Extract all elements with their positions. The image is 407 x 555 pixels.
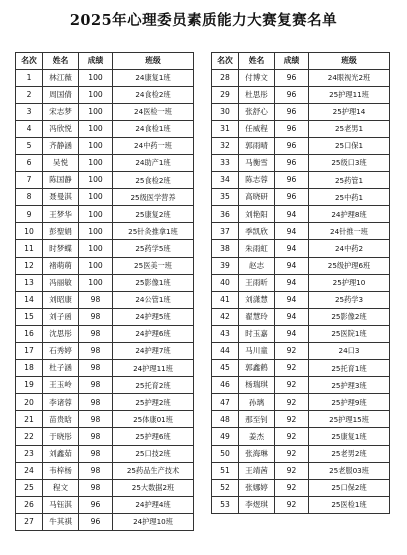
table-row	[212, 411, 390, 428]
name-cell: 牛其祺	[43, 513, 79, 530]
class-cell: 25护理10	[309, 274, 390, 291]
score-cell: 94	[275, 274, 309, 291]
rank-cell: 14	[16, 291, 43, 308]
table-row	[212, 360, 390, 377]
score-cell: 92	[275, 462, 309, 479]
table-row	[16, 308, 194, 325]
table-row	[212, 462, 390, 479]
name-cell: 杨瑞琪	[239, 377, 275, 394]
name-cell: 时梦蝶	[43, 240, 79, 257]
class-cell: 25大数据2班	[113, 479, 194, 496]
name-cell: 聂曼淇	[43, 189, 79, 206]
name-cell: 沈思彤	[43, 325, 79, 342]
rank-cell: 6	[16, 154, 43, 171]
roster-body-right	[212, 69, 390, 513]
page-title: 2025年心理委员素质能力大赛复赛名单	[69, 12, 338, 29]
class-cell: 24护理4班	[113, 496, 194, 513]
class-cell: 25护理15班	[309, 411, 390, 428]
table-row	[212, 86, 390, 103]
rank-cell: 30	[212, 103, 239, 120]
rank-cell: 41	[212, 291, 239, 308]
table-row	[212, 291, 390, 308]
name-cell: 齐静涵	[43, 137, 79, 154]
name-cell: 石秀婷	[43, 343, 79, 360]
score-cell: 100	[79, 223, 113, 240]
class-cell: 24医检一班	[113, 103, 194, 120]
table-row	[16, 69, 194, 86]
table-row	[16, 103, 194, 120]
name-cell: 林江薇	[43, 69, 79, 86]
class-cell: 25护理9班	[309, 394, 390, 411]
class-cell: 24护理6班	[113, 325, 194, 342]
rank-cell: 24	[16, 462, 43, 479]
name-cell: 姜杰	[239, 428, 275, 445]
table-row	[16, 377, 194, 394]
score-cell: 100	[79, 206, 113, 223]
rank-cell: 11	[16, 240, 43, 257]
table-row	[16, 394, 194, 411]
rank-cell: 34	[212, 172, 239, 189]
score-cell: 92	[275, 360, 309, 377]
table-row	[212, 257, 390, 274]
score-cell: 100	[79, 189, 113, 206]
table-row	[16, 513, 194, 530]
name-cell: 马衡雪	[239, 154, 275, 171]
class-cell: 24护理8班	[309, 206, 390, 223]
score-cell: 92	[275, 479, 309, 496]
name-cell: 孙璃	[239, 394, 275, 411]
rank-cell: 19	[16, 377, 43, 394]
score-cell: 98	[79, 411, 113, 428]
score-cell: 98	[79, 428, 113, 445]
table-row	[212, 189, 390, 206]
name-cell: 冯丽敏	[43, 274, 79, 291]
name-cell: 韦梓杨	[43, 462, 79, 479]
class-cell: 25口保2班	[309, 479, 390, 496]
name-cell: 王梦华	[43, 206, 79, 223]
score-cell: 96	[79, 496, 113, 513]
class-cell: 24护理7班	[113, 343, 194, 360]
name-cell: 张海琳	[239, 445, 275, 462]
rank-cell: 42	[212, 308, 239, 325]
rank-cell: 15	[16, 308, 43, 325]
table-row	[212, 428, 390, 445]
name-cell: 王雨昕	[239, 274, 275, 291]
name-cell: 褚萌萌	[43, 257, 79, 274]
table-row	[212, 206, 390, 223]
class-cell: 24助产1班	[113, 154, 194, 171]
table-row	[212, 137, 390, 154]
rank-cell: 48	[212, 411, 239, 428]
table-row	[16, 240, 194, 257]
name-cell: 郭雨晴	[239, 137, 275, 154]
class-cell: 25护理6班	[113, 428, 194, 445]
name-cell: 李煜琪	[239, 496, 275, 513]
rank-cell: 21	[16, 411, 43, 428]
table-header-row	[16, 53, 194, 70]
name-cell: 任威程	[239, 120, 275, 137]
rank-cell: 16	[16, 325, 43, 342]
name-cell: 张娜婷	[239, 479, 275, 496]
score-cell: 92	[275, 343, 309, 360]
table-row	[212, 325, 390, 342]
score-cell: 96	[79, 513, 113, 530]
class-cell: 25食检2班	[113, 172, 194, 189]
name-cell: 苗贵晗	[43, 411, 79, 428]
table-row	[212, 274, 390, 291]
class-cell: 24中药一班	[113, 137, 194, 154]
table-row	[16, 445, 194, 462]
score-cell: 94	[275, 206, 309, 223]
table-row	[16, 120, 194, 137]
table-row	[212, 377, 390, 394]
class-cell: 24眼视光2班	[309, 69, 390, 86]
class-cell: 25康复1班	[309, 428, 390, 445]
score-cell: 96	[275, 103, 309, 120]
header-score: 成绩	[275, 53, 309, 70]
header-class: 班级	[309, 53, 390, 70]
score-cell: 98	[79, 325, 113, 342]
table-row	[16, 479, 194, 496]
table-row	[16, 206, 194, 223]
roster-table-left	[15, 52, 194, 531]
score-cell: 92	[275, 496, 309, 513]
score-cell: 98	[79, 343, 113, 360]
rank-cell: 31	[212, 120, 239, 137]
rank-cell: 7	[16, 172, 43, 189]
class-cell: 25托育1班	[309, 360, 390, 377]
table-row	[212, 496, 390, 513]
class-cell: 25医美一班	[113, 257, 194, 274]
table-header-row	[212, 53, 390, 70]
table-row	[16, 189, 194, 206]
class-cell: 25影像1班	[113, 274, 194, 291]
class-cell: 25药学5班	[113, 240, 194, 257]
name-cell: 赵志	[239, 257, 275, 274]
rank-cell: 9	[16, 206, 43, 223]
name-cell: 马钰淇	[43, 496, 79, 513]
score-cell: 98	[79, 394, 113, 411]
table-row	[212, 154, 390, 171]
roster-body-left	[16, 69, 194, 531]
name-cell: 刘昭康	[43, 291, 79, 308]
name-cell: 刘鑫茹	[43, 445, 79, 462]
name-cell: 彭聖娟	[43, 223, 79, 240]
score-cell: 96	[275, 137, 309, 154]
rank-cell: 1	[16, 69, 43, 86]
name-cell: 于晓彤	[43, 428, 79, 445]
name-cell: 王玉岭	[43, 377, 79, 394]
rank-cell: 27	[16, 513, 43, 530]
table-row	[16, 137, 194, 154]
rank-cell: 29	[212, 86, 239, 103]
header-rank: 名次	[212, 53, 239, 70]
table-row	[16, 343, 194, 360]
header-rank: 名次	[16, 53, 43, 70]
rank-cell: 10	[16, 223, 43, 240]
table-row	[212, 445, 390, 462]
name-cell: 周国倩	[43, 86, 79, 103]
rank-cell: 52	[212, 479, 239, 496]
rank-cell: 32	[212, 137, 239, 154]
rank-cell: 12	[16, 257, 43, 274]
table-row	[16, 462, 194, 479]
rank-cell: 50	[212, 445, 239, 462]
rank-cell: 33	[212, 154, 239, 171]
name-cell: 杜子涵	[43, 360, 79, 377]
class-cell: 25老服03班	[309, 462, 390, 479]
score-cell: 92	[275, 394, 309, 411]
name-cell: 陈国静	[43, 172, 79, 189]
class-cell: 24食检1班	[113, 120, 194, 137]
class-cell: 25口保1	[309, 137, 390, 154]
table-row	[212, 172, 390, 189]
class-cell: 25护理11班	[309, 86, 390, 103]
class-cell: 25老男1	[309, 120, 390, 137]
rank-cell: 8	[16, 189, 43, 206]
class-cell: 25医检1班	[309, 496, 390, 513]
name-cell: 王靖茜	[239, 462, 275, 479]
class-cell: 25药学3	[309, 291, 390, 308]
rank-cell: 47	[212, 394, 239, 411]
name-cell: 付博文	[239, 69, 275, 86]
table-row	[212, 120, 390, 137]
name-cell: 宋志梦	[43, 103, 79, 120]
score-cell: 98	[79, 445, 113, 462]
name-cell: 季凯欣	[239, 223, 275, 240]
roster-table-right	[211, 52, 390, 514]
rank-cell: 26	[16, 496, 43, 513]
rank-cell: 22	[16, 428, 43, 445]
class-cell: 25护理14	[309, 103, 390, 120]
rank-cell: 45	[212, 360, 239, 377]
table-row	[212, 343, 390, 360]
class-cell: 25托育2班	[113, 377, 194, 394]
table-row	[16, 154, 194, 171]
score-cell: 100	[79, 86, 113, 103]
name-cell: 刘子函	[43, 308, 79, 325]
rank-cell: 13	[16, 274, 43, 291]
rank-cell: 5	[16, 137, 43, 154]
name-cell: 郭鑫鹤	[239, 360, 275, 377]
table-row	[16, 172, 194, 189]
score-cell: 100	[79, 257, 113, 274]
rank-cell: 40	[212, 274, 239, 291]
score-cell: 96	[275, 172, 309, 189]
name-cell: 李诸蓉	[43, 394, 79, 411]
table-row	[212, 69, 390, 86]
score-cell: 100	[79, 69, 113, 86]
score-cell: 100	[79, 240, 113, 257]
name-cell: 马川童	[239, 343, 275, 360]
name-cell: 冯欣悦	[43, 120, 79, 137]
table-row	[212, 308, 390, 325]
name-cell: 翟慧玲	[239, 308, 275, 325]
class-cell: 25护理3班	[309, 377, 390, 394]
rank-cell: 17	[16, 343, 43, 360]
class-cell: 25医院1班	[309, 325, 390, 342]
score-cell: 98	[79, 308, 113, 325]
rank-cell: 3	[16, 103, 43, 120]
score-cell: 96	[275, 86, 309, 103]
score-cell: 96	[275, 120, 309, 137]
score-cell: 98	[79, 360, 113, 377]
name-cell: 吴悦	[43, 154, 79, 171]
score-cell: 92	[275, 428, 309, 445]
rank-cell: 39	[212, 257, 239, 274]
score-cell: 98	[79, 462, 113, 479]
score-cell: 92	[275, 377, 309, 394]
name-cell: 刘艳阳	[239, 206, 275, 223]
score-cell: 100	[79, 120, 113, 137]
table-row	[16, 428, 194, 445]
score-cell: 100	[79, 172, 113, 189]
score-cell: 94	[275, 257, 309, 274]
table-row	[16, 257, 194, 274]
rank-cell: 53	[212, 496, 239, 513]
class-cell: 25针灸推拿1班	[113, 223, 194, 240]
class-cell: 25口技2班	[113, 445, 194, 462]
table-row	[16, 86, 194, 103]
header-class: 班级	[113, 53, 194, 70]
class-cell: 25级医学营养	[113, 189, 194, 206]
score-cell: 100	[79, 103, 113, 120]
class-cell: 24护理10班	[113, 513, 194, 530]
name-cell: 张舒心	[239, 103, 275, 120]
rank-cell: 37	[212, 223, 239, 240]
class-cell: 25康复2班	[113, 206, 194, 223]
rank-cell: 38	[212, 240, 239, 257]
score-cell: 96	[275, 154, 309, 171]
score-cell: 100	[79, 154, 113, 171]
class-cell: 25影像2班	[309, 308, 390, 325]
score-cell: 98	[79, 291, 113, 308]
rank-cell: 43	[212, 325, 239, 342]
table-row	[212, 103, 390, 120]
score-cell: 96	[275, 69, 309, 86]
table-row	[212, 223, 390, 240]
class-cell: 25药管1	[309, 172, 390, 189]
rank-cell: 51	[212, 462, 239, 479]
header-name: 姓名	[43, 53, 79, 70]
rank-cell: 4	[16, 120, 43, 137]
table-row	[212, 240, 390, 257]
class-cell: 25级口3班	[309, 154, 390, 171]
score-cell: 98	[79, 377, 113, 394]
table-row	[16, 223, 194, 240]
rank-cell: 18	[16, 360, 43, 377]
class-cell: 24口3	[309, 343, 390, 360]
table-row	[212, 479, 390, 496]
name-cell: 时玉嘉	[239, 325, 275, 342]
header-score: 成绩	[79, 53, 113, 70]
score-cell: 94	[275, 223, 309, 240]
table-row	[16, 274, 194, 291]
rank-cell: 23	[16, 445, 43, 462]
class-cell: 25级护理6班	[309, 257, 390, 274]
name-cell: 程文	[43, 479, 79, 496]
class-cell: 24中药2	[309, 240, 390, 257]
rank-cell: 36	[212, 206, 239, 223]
rank-cell: 49	[212, 428, 239, 445]
table-row	[212, 394, 390, 411]
rank-cell: 35	[212, 189, 239, 206]
class-cell: 24针推一班	[309, 223, 390, 240]
header-name: 姓名	[239, 53, 275, 70]
class-cell: 24护理5班	[113, 308, 194, 325]
score-cell: 100	[79, 137, 113, 154]
name-cell: 朱雨虹	[239, 240, 275, 257]
class-cell: 25中药1	[309, 189, 390, 206]
name-cell: 那至钊	[239, 411, 275, 428]
table-row	[16, 360, 194, 377]
score-cell: 94	[275, 240, 309, 257]
rank-cell: 20	[16, 394, 43, 411]
score-cell: 94	[275, 325, 309, 342]
name-cell: 高晓研	[239, 189, 275, 206]
rank-cell: 25	[16, 479, 43, 496]
class-cell: 25老男2班	[309, 445, 390, 462]
name-cell: 陈志蓉	[239, 172, 275, 189]
score-cell: 94	[275, 291, 309, 308]
class-cell: 24护理11班	[113, 360, 194, 377]
class-cell: 24公管1班	[113, 291, 194, 308]
table-row	[16, 411, 194, 428]
rank-cell: 46	[212, 377, 239, 394]
score-cell: 92	[275, 445, 309, 462]
score-cell: 100	[79, 274, 113, 291]
name-cell: 刘潇慧	[239, 291, 275, 308]
score-cell: 92	[275, 411, 309, 428]
score-cell: 98	[79, 479, 113, 496]
class-cell: 25药品生产技术	[113, 462, 194, 479]
rank-cell: 44	[212, 343, 239, 360]
class-cell: 24康复1班	[113, 69, 194, 86]
score-cell: 94	[275, 308, 309, 325]
name-cell: 杜思彤	[239, 86, 275, 103]
table-row	[16, 325, 194, 342]
score-cell: 96	[275, 189, 309, 206]
class-cell: 24食检2班	[113, 86, 194, 103]
rank-cell: 28	[212, 69, 239, 86]
table-row	[16, 496, 194, 513]
table-row	[16, 291, 194, 308]
rank-cell: 2	[16, 86, 43, 103]
class-cell: 25护理2班	[113, 394, 194, 411]
class-cell: 25体康01班	[113, 411, 194, 428]
